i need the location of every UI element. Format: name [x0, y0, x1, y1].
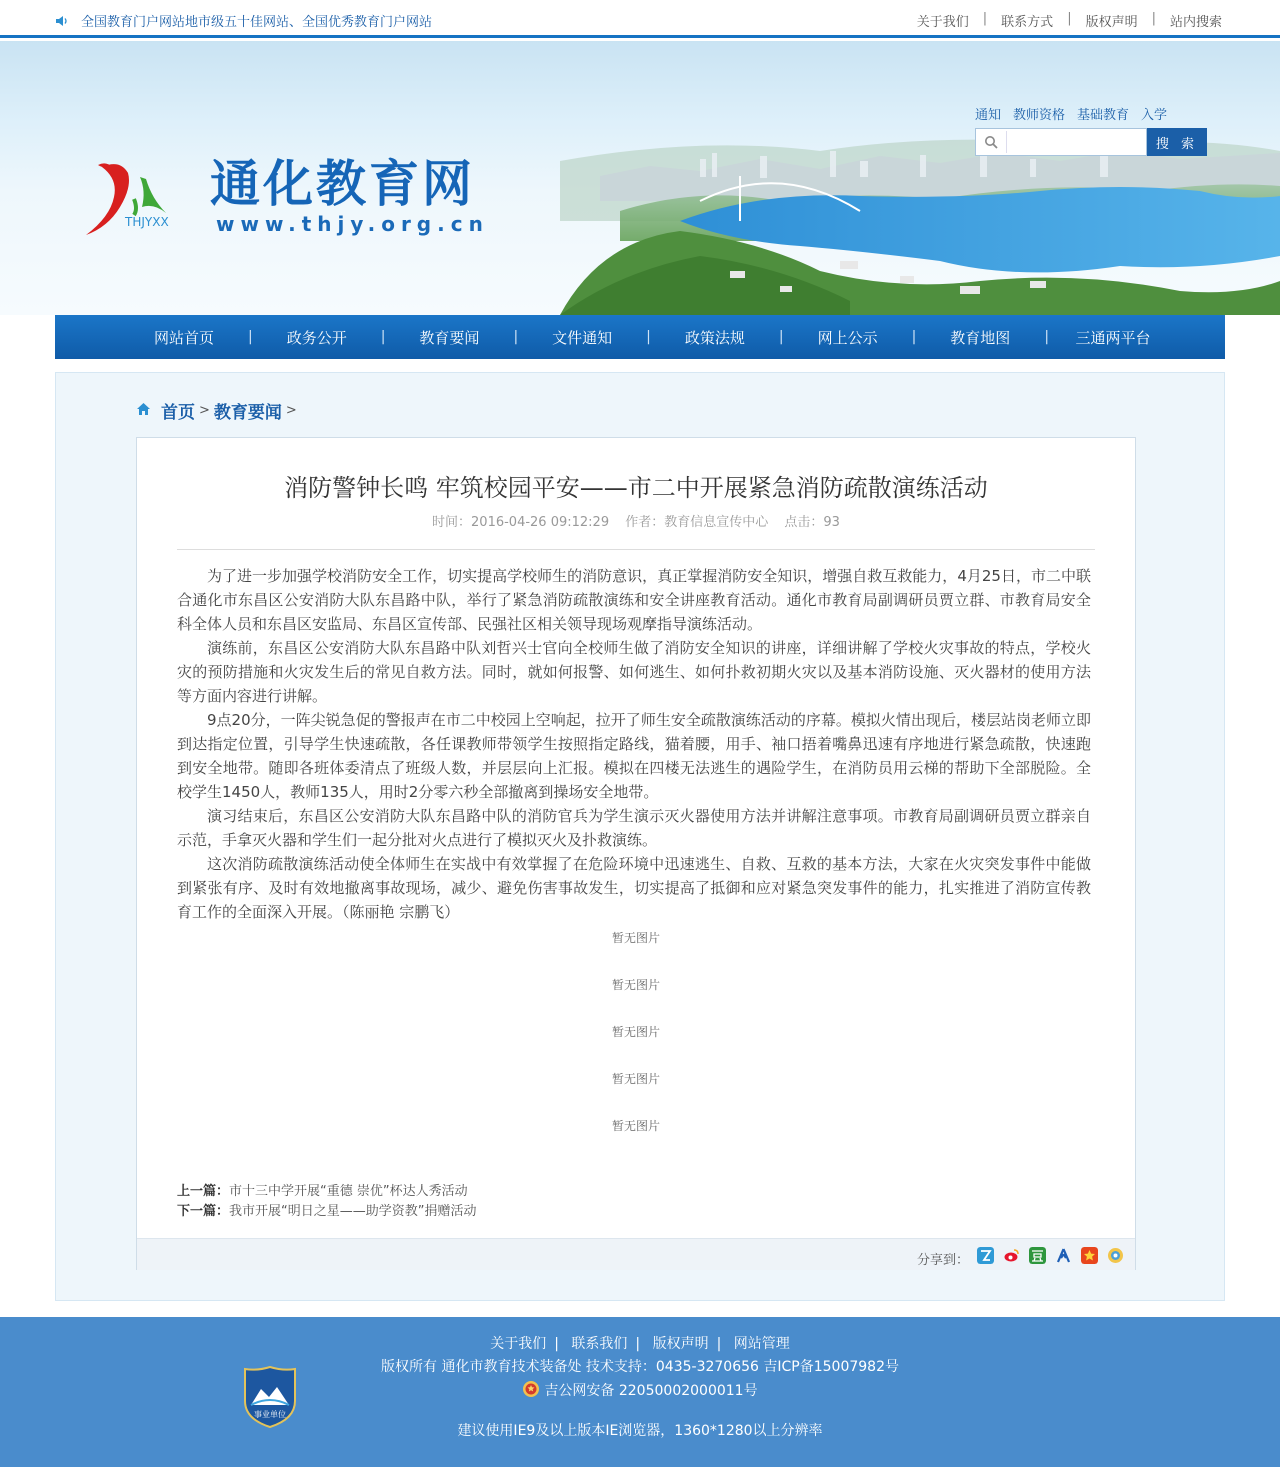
footer-link-about[interactable]: 关于我们 [490, 1336, 547, 1352]
speaker-icon [55, 14, 69, 28]
douban-icon[interactable] [1029, 1247, 1046, 1264]
top-link-search[interactable]: 站内搜索 [1169, 15, 1222, 30]
prev-label: 上一篇： [177, 1184, 230, 1199]
prev-article [177, 1182, 477, 1202]
footer-copyright: 版权所有 通化市教育技术装备处 技术支持：0435-3270656 吉ICP备15007982号 [381, 1359, 899, 1375]
top-links [917, 11, 1222, 30]
no-picture-placeholder: 暂无图片 [611, 1119, 660, 1133]
quick-link-enrollment[interactable]: 入学 [1141, 108, 1168, 123]
article-title: 消防警钟长鸣 牢筑校园平安——市二中开展紧急消防疏散演练活动 [284, 474, 988, 502]
share-bar [137, 1238, 1135, 1270]
divider: | [1067, 11, 1072, 26]
nav-policy[interactable]: 政策法规 [684, 328, 745, 347]
article-paragraph: 演习结束后，东昌区公安消防大队东昌路中队的消防官兵为学生演示灭火器使用方法并讲解注意事项。市教育局副调研员贾立群亲自示范，手拿灭火器和学生们一起分批对火点进行了模拟灭火及扑救演练。 [177, 807, 1091, 849]
breadcrumb-separator: > [199, 403, 210, 418]
weibo-icon[interactable] [1003, 1247, 1020, 1264]
divider: | [635, 1336, 641, 1352]
search-icon [984, 135, 998, 153]
police-record-text: 吉公网安备 22050002000011号 [544, 1383, 758, 1399]
police-badge-icon [522, 1380, 540, 1402]
footer-links [0, 1333, 1280, 1353]
top-link-copyright[interactable]: 版权声明 [1085, 15, 1138, 30]
header-banner [0, 41, 1280, 315]
search-input[interactable] [1006, 131, 1144, 153]
search-button[interactable]: 搜 索 [1147, 128, 1207, 156]
article-paragraph: 演练前，东昌区公安消防大队东昌路中队刘哲兴士官向全校师生做了消防安全知识的讲座，详细讲解了学校火灾事故的特点，学校火灾的预防措施和火灾发生后的常见自救方法。同时，就如何报警、如何逃生、如何扑救初期火灾以及基本消防设施、灭火器材的使用方法等方面内容进行讲解。 [177, 639, 1091, 705]
breadcrumb-separator: > [285, 403, 297, 418]
share-label: 分享到： [917, 1253, 970, 1268]
renren-icon[interactable] [1055, 1247, 1072, 1264]
prev-article-link[interactable]: 市十三中学开展“重德 崇优”杯达人秀活动 [229, 1184, 468, 1199]
site-title: 通化教育网 [210, 155, 475, 213]
top-bar [0, 0, 1280, 38]
article-author: 作者：教育信息宣传中心 [625, 515, 769, 530]
nav-divider: | [380, 329, 386, 345]
nav-documents[interactable]: 文件通知 [552, 328, 613, 347]
footer-link-copyright[interactable]: 版权声明 [652, 1336, 709, 1352]
nav-divider: | [646, 329, 651, 345]
footer [0, 1317, 1280, 1467]
article-time: 时间：2016-04-26 09:12:29 [432, 515, 610, 530]
tencent-icon[interactable] [1107, 1247, 1124, 1264]
kaixin-icon[interactable] [1081, 1247, 1098, 1264]
next-article [177, 1202, 477, 1222]
top-link-contact[interactable]: 联系方式 [1001, 15, 1054, 30]
search-box [975, 128, 1147, 156]
no-picture-placeholder: 暂无图片 [611, 978, 660, 992]
nav-divider: | [513, 329, 519, 345]
nav-edu-news[interactable]: 教育要闻 [419, 328, 480, 347]
breadcrumb-home[interactable]: 首页 [161, 403, 195, 423]
next-label: 下一篇： [177, 1204, 230, 1219]
top-notice [55, 11, 432, 30]
divider: | [1151, 11, 1156, 26]
institution-badge[interactable] [243, 1365, 297, 1433]
logo-text: THJYXX [125, 215, 169, 229]
city-landscape-image [0, 41, 1280, 315]
divider: | [716, 1336, 722, 1352]
breadcrumb-section[interactable]: 教育要闻 [213, 403, 282, 423]
site-url: www.thjy.org.cn [216, 212, 489, 236]
badge-label: 事业单位 [254, 1410, 286, 1419]
no-picture-placeholder: 暂无图片 [611, 1072, 660, 1086]
nav-divider: | [248, 329, 253, 345]
share-icons [977, 1247, 1124, 1264]
nav-divider: | [911, 329, 917, 345]
article-meta [137, 511, 1135, 530]
footer-police-record[interactable] [0, 1380, 1280, 1402]
nav-edu-map[interactable]: 教育地图 [950, 328, 1011, 347]
article-body [177, 564, 1091, 924]
article-paragraph: 这次消防疏散演练活动使全体师生在实战中有效掌握了在危险环境中迅速逃生、自救、互救的基本方法，大家在火灾突发事件中能做到紧张有序、及时有效地撤离事故现场，减少、避免伤害事故发生，切实提高了抵御和应对紧急突发事件的能力，扎实推进了消防宣传教育工作的全面深入开展。（陈丽艳 宗鹏飞） [177, 855, 1091, 921]
home-icon [136, 401, 151, 421]
article-panel [136, 437, 1136, 1270]
no-picture-placeholder: 暂无图片 [611, 1025, 660, 1039]
divider: | [554, 1336, 559, 1352]
qzone-icon[interactable] [977, 1247, 994, 1264]
footer-link-contact[interactable]: 联系我们 [571, 1336, 628, 1352]
nav-divider: | [778, 329, 784, 345]
nav-divider: | [1044, 329, 1050, 345]
breadcrumb [136, 398, 301, 423]
no-picture-placeholder: 暂无图片 [611, 931, 660, 945]
site-logo[interactable] [80, 159, 170, 243]
main-nav [55, 315, 1225, 359]
nav-public-notice[interactable]: 网上公示 [817, 328, 878, 347]
footer-link-admin[interactable]: 网站管理 [733, 1336, 790, 1352]
content-area [55, 372, 1225, 1301]
divider [177, 549, 1095, 550]
nav-home[interactable]: 网站首页 [153, 328, 214, 347]
footer-browser-note: 建议使用IE9及以上版本IE浏览器，1360*1280以上分辨率 [457, 1423, 823, 1439]
quick-link-notice[interactable]: 通知 [975, 108, 1002, 123]
divider: | [982, 11, 988, 26]
top-link-about[interactable]: 关于我们 [916, 15, 969, 30]
article-paragraph: 9点20分，一阵尖锐急促的警报声在市二中校园上空响起，拉开了师生安全疏散演练活动的序幕。模拟火情出现后，楼层站岗老师立即到达指定位置，引导学生快速疏散，各任课教师带领学生按照指定路线，猫着腰，用手、袖口捂着嘴鼻迅速有序地进行紧急疏散，快速跑到安全地带。随即各班体委清点了班级人数，并层层向上汇报。模拟在四楼无法逃生的遇险学生，在消防员用云梯的帮助下全部脱险。全校学生1450人，教师135人，用时2分零六秒全部撤离到操场安全地带。 [177, 711, 1091, 801]
article-hits: 点击：93 [784, 515, 840, 530]
quick-link-basic-edu[interactable]: 基础教育 [1077, 108, 1130, 123]
article-paragraph: 为了进一步加强学校消防安全工作，切实提高学校师生的消防意识，真正掌握消防安全知识，增强自救互救能力，4月25日，市二中联合通化市东昌区公安消防大队东昌路中队，举行了紧急消防疏散演练和安全讲座教育活动。通化市教育局副调研员贾立群、市教育局安全科全体人员和东昌区安监局、东昌区宣传部、民强社区相关领导现场观摩指导演练活动。 [177, 567, 1091, 633]
nav-platform[interactable]: 三通两平台 [1075, 328, 1151, 347]
quick-link-teacher-cert[interactable]: 教师资格 [1013, 108, 1066, 123]
shield-icon [243, 1365, 297, 1429]
quick-links [975, 104, 1167, 123]
next-article-link[interactable]: 我市开展“明日之星——助学资教”捐赠活动 [229, 1204, 477, 1219]
top-notice-text: 全国教育门户网站地市级五十佳网站、全国优秀教育门户网站 [81, 15, 433, 30]
nav-government[interactable]: 政务公开 [286, 328, 347, 347]
article-pager [177, 1182, 477, 1222]
